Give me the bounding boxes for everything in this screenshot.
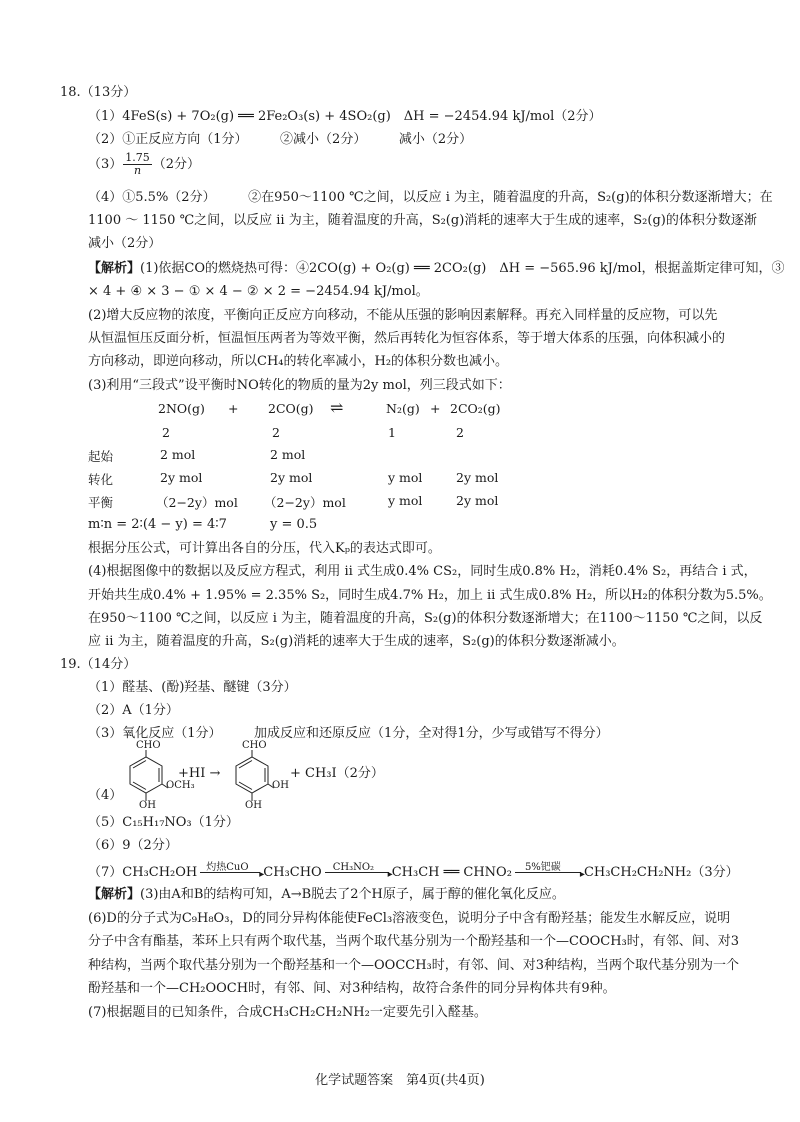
q18-analysis-4: 从恒温恒压反面分析，恒温恒压两者为等效平衡，然后再转化为恒容体系，等于增大体系的压强，向体积减小的: [88, 331, 726, 346]
table-cell: （2−2y）mol: [156, 495, 238, 510]
q19-header: 19.（14分）: [60, 657, 137, 672]
q19-answer-3: （3）氧化反应（1分） 加成反应和还原反应（1分，全对得1分，少写或错写不得分）: [88, 726, 609, 741]
table-cell: 2y mol: [456, 470, 499, 485]
substituent-label: OH: [245, 800, 262, 811]
q18-analysis-6: (3)利用“三段式”设平衡时NO转化的物质的量为2y mol，列三段式如下：: [88, 378, 511, 393]
table-cell: y mol: [388, 470, 423, 485]
q19-answer-4-label: （4）: [88, 788, 123, 803]
coef-4: 2: [456, 425, 464, 440]
coef-2: 2: [272, 425, 280, 440]
equilibrium-arrow: ⇌: [330, 398, 344, 417]
eq-species-2: 2CO(g): [268, 401, 314, 416]
arrow-icon: ▸ 5%钯碳: [515, 872, 581, 873]
eq-species-3: N₂(g): [386, 401, 420, 416]
q19-analysis-5: 酚羟基和一个—CH₂OOCH时，有邻、间、对3种结构，故符合条件的同分异构体共有9种。: [88, 981, 616, 996]
q18-analysis-3: (2)增大反应物的浓度，平衡向正反应方向移动，不能从压强的影响因素解释。再充入同样量的反应物，可以先: [88, 308, 718, 323]
q19-answer-1: （1）醛基、(酚)羟基、醚键（3分）: [88, 680, 297, 695]
y-value: y = 0.5: [270, 517, 318, 532]
fraction: $\frac{1.75}{n}$: [125, 151, 150, 177]
q19-answer-2: （2）A（1分）: [88, 703, 179, 718]
eq-plus-2: +: [430, 401, 441, 416]
eq-species-1: 2NO(g): [158, 401, 205, 416]
substituent-label: CHO: [242, 740, 267, 751]
coef-3: 1: [388, 425, 396, 440]
q19-analysis-2: (6)D的分子式为C₉H₈O₃，D的同分异构体能使FeCl₃溶液变色，说明分子中含有酚羟基；能发生水解反应，说明: [88, 911, 731, 926]
row-label-initial: 起始: [88, 449, 114, 464]
substituent-label: OH: [139, 800, 156, 811]
q18-header: 18.（13分）: [60, 85, 137, 100]
substituent-label: OCH₃: [166, 780, 195, 791]
substituent-label: OH: [272, 780, 289, 791]
substituent-label: CHO: [136, 740, 161, 751]
q18-answer-2: （2）①正反应方向（1分） ②减小（2分） 减小（2分）: [88, 132, 473, 147]
row-label-equilibrium: 平衡: [88, 495, 114, 510]
q18-answer-4-cont1: 1100 ～ 1150 ℃之间，以反应 ⅱ 为主，随着温度的升高，S₂(g)消耗的速率大于生成的速率，S₂(g)的体积分数逐渐: [88, 213, 757, 228]
q18-answer-4-cont2: 减小（2分）: [88, 236, 162, 251]
q18-analysis-10: 在950～1100 ℃之间，以反应 ⅰ 为主，随着温度的升高，S₂(g)的体积分数逐渐增大；在1100～1150 ℃之间，以反: [88, 611, 763, 626]
q19-analysis-6: (7)根据题目的已知条件，合成CH₃CH₂CH₂NH₂一定要先引入醛基。: [88, 1005, 487, 1020]
q19-answer-5: （5）C₁₅H₁₇NO₃（1分）: [88, 815, 239, 830]
eq-species-4: 2CO₂(g): [450, 401, 501, 416]
coef-1: 2: [162, 425, 170, 440]
q19-analysis-1: 【解析】(3)由A和B的结构可知，A→B脱去了2个H原子，属于醇的催化氧化反应。: [88, 887, 565, 902]
ratio-equation: m∶n = 2∶(4 − y) = 4∶7: [88, 517, 227, 532]
q18-analysis-2: × 4 + ④ × 3 − ① × 4 − ② × 2 = −2454.94 kJ/mol。: [88, 284, 429, 299]
q18-answer-4: （4）①5.5%（2分） ②在950～1100 ℃之间，以反应 ⅰ 为主，随着温度的升高，S₂(g)的体积分数逐渐增大；在: [88, 190, 773, 205]
q18-analysis-11: 应 ⅱ 为主，随着温度的升高，S₂(g)消耗的速率大于生成的速率，S₂(g)的体积分数逐渐减小。: [88, 634, 625, 649]
arrow-icon: ▸ CH₃NO₂: [325, 872, 389, 873]
q18-analysis-7: 根据分压公式，可计算出各自的分压，代入Kₚ的表达式即可。: [88, 541, 441, 556]
q18-analysis-1: 【解析】(1)依据CO的燃烧热可得：④2CO(g) + O₂(g) ══ 2CO₂(g) ΔH = −565.96 kJ/mol，根据盖斯定律可知，③: [88, 261, 785, 276]
q18-analysis-5: 方向移动，即逆向移动，所以CH₄的转化率减小，H₂的体积分数也减小。: [88, 354, 509, 369]
q18-analysis-9: 开始共生成0.4% + 1.95% = 2.35% S₂，同时生成4.7% H₂，加上 ⅱ 式生成0.8% H₂，所以H₂的体积分数为5.5%。: [88, 588, 772, 603]
reaction-byproduct: + CH₃I（2分）: [290, 766, 384, 781]
q18-answer-3: （3） $\frac{1.75}{n}$ （2分）: [88, 151, 201, 177]
reaction-plus-hi: +HI →: [178, 766, 221, 781]
table-cell: （2−2y）mol: [264, 495, 346, 510]
page-footer: 化学试题答案 第4页(共4页): [315, 1073, 485, 1088]
q19-answer-6: （6）9（2分）: [88, 838, 178, 853]
q19-analysis-4: 种结构，当两个取代基分别为一个酚羟基和一个—OOCCH₃时，有邻、间、对3种结构，当两个取代基分别为一个: [88, 958, 740, 973]
table-cell: y mol: [388, 493, 423, 508]
table-cell: 2 mol: [160, 447, 196, 462]
eq-plus-1: +: [228, 401, 239, 416]
row-label-change: 转化: [88, 472, 114, 487]
q18-analysis-8: (4)根据图像中的数据以及反应方程式，利用 ⅱ 式生成0.4% CS₂，同时生成0.8% H₂，消耗0.4% S₂，再结合 ⅰ 式，: [88, 564, 757, 579]
arrow-icon: ▸ 灼热CuO: [200, 872, 260, 873]
table-cell: 2y mol: [456, 493, 499, 508]
table-cell: 2y mol: [160, 470, 203, 485]
q19-analysis-3: 分子中含有酯基，苯环上只有两个取代基，当两个取代基分别为一个酚羟基和一个—COOCH₃时，有邻、间、对3: [88, 934, 740, 949]
table-cell: 2 mol: [270, 447, 306, 462]
table-cell: 2y mol: [270, 470, 313, 485]
q18-answer-1: （1）4FeS(s) + 7O₂(g) ══ 2Fe₂O₃(s) + 4SO₂(g) ΔH = −2454.94 kJ/mol（2分）: [88, 109, 602, 124]
q19-answer-7: （7）CH₃CH₂OH ▸ 灼热CuO CH₃CHO ▸ CH₃NO₂ CH₃CH ══ CHNO₂ ▸ 5%钯碳 CH₃CH₂CH₂NH₂（3分）: [88, 862, 739, 880]
